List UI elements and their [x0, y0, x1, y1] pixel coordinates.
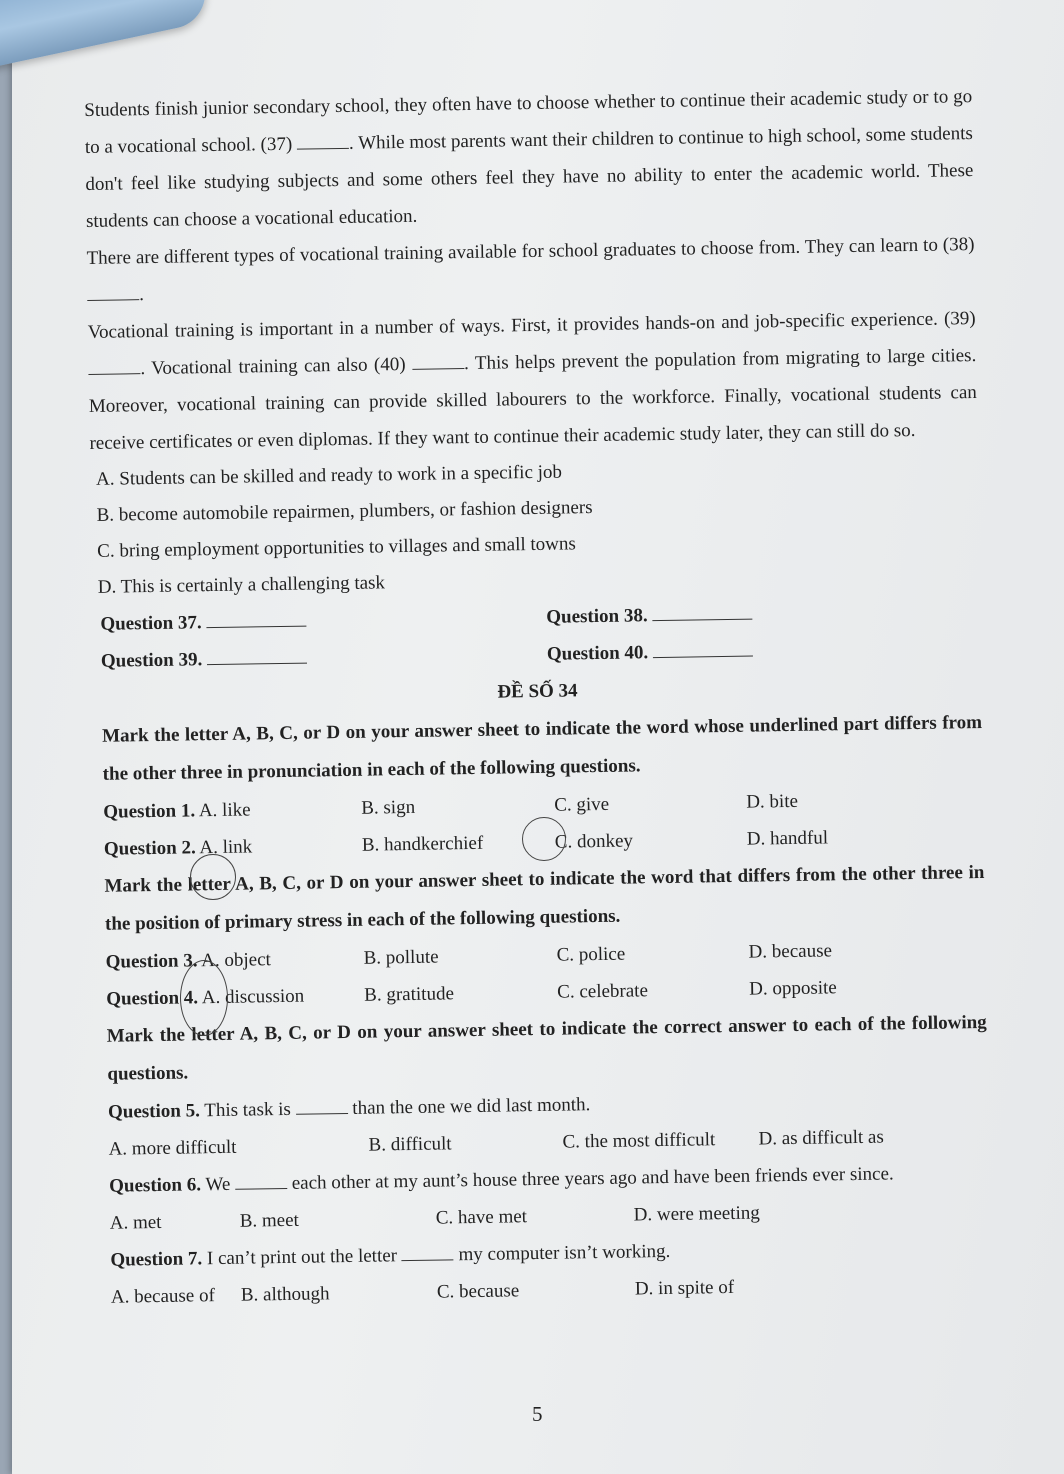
question-6-stem: Question 6. We each other at my aunt’s house three years ago and have been friends ever since. [109, 1163, 894, 1197]
answer-slot-37: Question 37. [100, 599, 547, 643]
instruction-stress: Mark the letter A, B, C, or D on your answer sheet to indicate the word that differs from the other three in the position of primary stress in each of the following questions. [104, 861, 985, 935]
handwritten-circle-q2 [190, 854, 236, 900]
answer-slot-40: Question 40. [547, 629, 994, 673]
handwritten-circle-q3-q4 [180, 960, 228, 1036]
answer-slot-39: Question 39. [101, 636, 548, 680]
option-d: D. This is certainly a challenging task [97, 572, 386, 598]
blank-40 [412, 354, 464, 370]
passage-paragraph-3: Vocational training is important in a number of ways. First, it provides hands-on and job-specific experience. (39) . Vocational training can also (40) . This helps prevent the population from migrating to large cities. Moreover, vocational training can provide skilled labourers to the workforce. Finally, vocational students can receive certificates or even diplomas. If they want to continue their academic study later, they can still do so. [87, 308, 977, 454]
blank-37 [297, 134, 349, 150]
answer-slots [92, 592, 981, 680]
question-4: Question 4. A. discussion B. gratitude C. celebrate D. opposite [106, 977, 837, 1010]
document-content [84, 78, 991, 1316]
option-b: B. become automobile repairmen, plumbers, or fashion designers [96, 497, 593, 526]
page-number: 5 [532, 1402, 543, 1426]
question-2: Question 2. A. link B. handkerchief C. donkey D. handful [103, 827, 829, 860]
passage-paragraph-1: Students finish junior secondary school, they often have to choose whether to continue their academic study or to go to a vocational school. (37) . While most parents want their children to continue to high school, some students don't feel like studying subjects and some others feel they have no ability to enter the academic world. These students can choose a vocational education. [84, 86, 974, 232]
instruction-pronunciation: Mark the letter A, B, C, or D on your answer sheet to indicate the word whose underlined part differs from the other three in pronunciation in each of the following questions. [101, 711, 983, 785]
pen-photo [0, 0, 212, 68]
handwritten-circle-q1 [522, 817, 566, 861]
question-1: Question 1. A. like B. sign C. give D. bite [103, 790, 799, 823]
paper-page [12, 0, 1064, 1474]
question-3: Question 3. A. object B. pollute C. police D. because [105, 940, 833, 973]
question-5-stem: Question 5. This task is than the one we did last month. [107, 1094, 591, 1123]
question-7-stem: Question 7. I can’t print out the letter my computer isn’t working. [110, 1240, 671, 1271]
question-7-options: A. because of B. although C. because D. in spite of [110, 1276, 735, 1308]
blank-38 [87, 285, 139, 301]
blank-39 [88, 359, 140, 375]
option-c: C. bring employment opportunities to villages and small towns [97, 533, 576, 562]
test-title: ĐỀ SỐ 34 [497, 680, 578, 703]
instruction-correct-answer: Mark the letter A, B, C, or D on your answer sheet to indicate the correct answer to each of the following questions. [106, 1011, 987, 1085]
answer-slot-38: Question 38. [546, 592, 993, 636]
question-5-options: A. more difficult B. difficult C. the most difficult D. as difficult as [108, 1126, 884, 1160]
passage-paragraph-2: There are different types of vocational training available for school graduates to choose from. They can learn to (38) . [86, 234, 975, 306]
question-6-options: A. met B. meet C. have met D. were meeting [109, 1202, 760, 1234]
option-a: A. Students can be skilled and ready to work in a specific job [95, 461, 563, 490]
